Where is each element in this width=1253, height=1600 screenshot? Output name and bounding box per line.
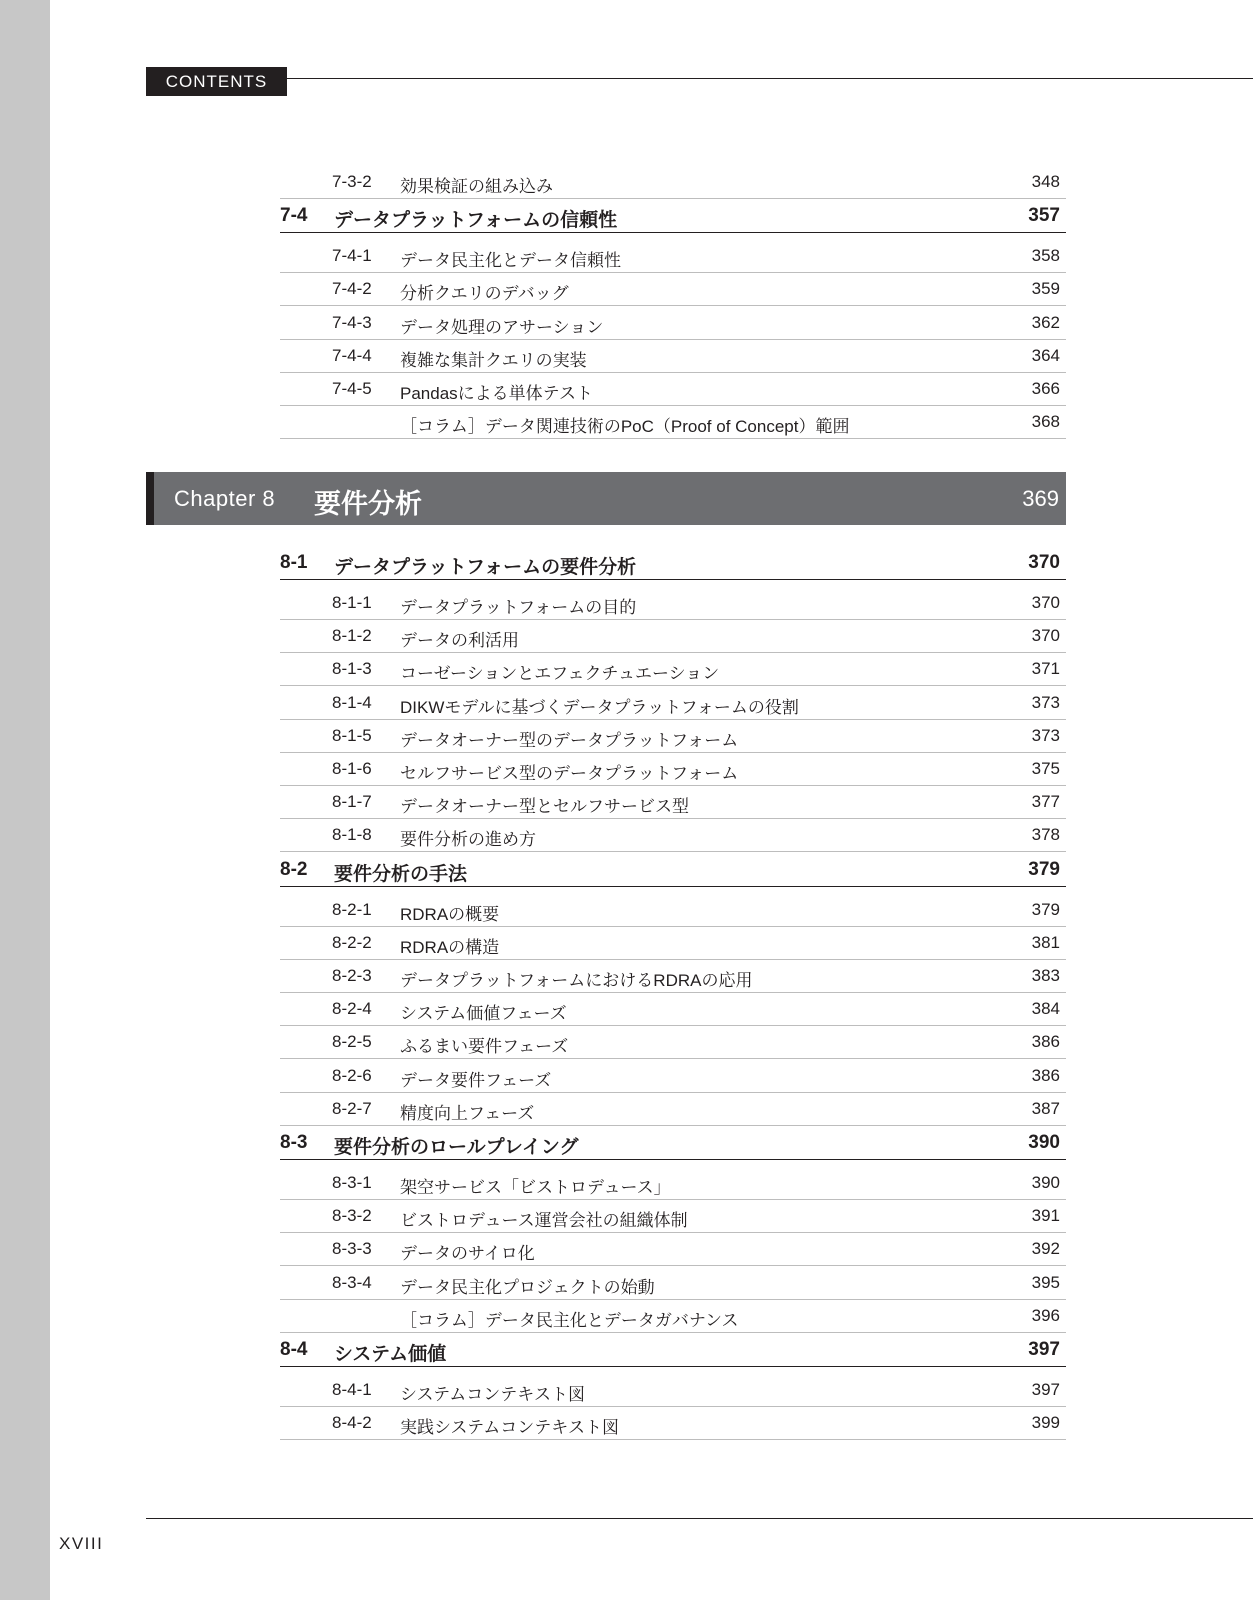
entry-number: 8-1-4 xyxy=(332,692,372,712)
entry-page: 357 xyxy=(1028,205,1060,227)
toc-subsection-entry[interactable] xyxy=(280,406,1066,439)
entry-title: データのサイロ化 xyxy=(400,1244,535,1264)
entry-title: システム価値 xyxy=(334,1344,447,1365)
entry-page: 381 xyxy=(1031,932,1060,952)
entry-number: 7-4 xyxy=(280,205,308,227)
entry-page: 384 xyxy=(1031,999,1060,1019)
entry-page: 390 xyxy=(1031,1173,1060,1192)
chapter-page-number: 369 xyxy=(1022,486,1059,511)
toc-subsection-entry[interactable] xyxy=(280,240,1066,273)
entry-page: 366 xyxy=(1031,379,1060,398)
toc-section-entry[interactable] xyxy=(280,853,1066,887)
entry-title: ［コラム］データ関連技術のPoC（Proof of Concept）範囲 xyxy=(400,417,850,437)
page-folio: XVIII xyxy=(59,1534,104,1553)
entry-page: 375 xyxy=(1031,759,1060,778)
entry-number: 8-1-6 xyxy=(332,759,372,778)
toc-subsection-entry[interactable] xyxy=(280,166,1066,199)
chapter-heading-bar[interactable] xyxy=(146,472,1066,525)
entry-page: 368 xyxy=(1031,412,1060,432)
entry-number: 8-1-1 xyxy=(332,593,372,612)
entry-title: データ民主化とデータ信頼性 xyxy=(400,251,621,271)
entry-page: 373 xyxy=(1031,725,1060,745)
entry-title: データプラットフォームの目的 xyxy=(400,598,637,617)
entry-number: 8-4 xyxy=(280,1339,308,1360)
entry-title: システム価値フェーズ xyxy=(400,1004,567,1024)
entry-number: 7-4-3 xyxy=(332,312,372,332)
entry-page: 378 xyxy=(1031,825,1060,845)
entry-title: DIKWモデルに基づくデータプラットフォームの役割 xyxy=(400,697,799,717)
entry-page: 371 xyxy=(1031,659,1060,679)
toc-subsection-entry[interactable] xyxy=(280,1060,1066,1093)
entry-number: 7-4-1 xyxy=(332,246,372,266)
entry-page: 397 xyxy=(1031,1380,1060,1399)
entry-page: 386 xyxy=(1031,1065,1060,1085)
entry-title: ビストロデュース運営会社の組織体制 xyxy=(400,1211,688,1231)
entry-title: データオーナー型のデータプラットフォーム xyxy=(400,730,739,750)
entry-number: 8-2-2 xyxy=(332,932,372,952)
toc-section-entry[interactable] xyxy=(280,1333,1066,1367)
toc-subsection-entry[interactable] xyxy=(280,1200,1066,1233)
entry-page: 392 xyxy=(1031,1239,1060,1259)
toc-section-entry[interactable] xyxy=(280,199,1066,233)
toc-subsection-entry[interactable] xyxy=(280,894,1066,927)
entry-title: RDRAの概要 xyxy=(400,904,500,924)
entry-number: 8-3-3 xyxy=(332,1239,372,1259)
entry-title: セルフサービス型のデータプラットフォーム xyxy=(400,764,739,783)
entry-title: データオーナー型とセルフサービス型 xyxy=(400,797,689,817)
toc-subsection-entry[interactable] xyxy=(280,960,1066,993)
entry-title: 架空サービス「ビストロデュース」 xyxy=(400,1178,671,1197)
entry-page: 387 xyxy=(1031,1098,1060,1118)
footer-rule xyxy=(146,1518,1253,1519)
entry-title: システムコンテキスト図 xyxy=(400,1385,585,1404)
entry-title: 要件分析の進め方 xyxy=(400,830,536,850)
entry-number: 8-1-8 xyxy=(332,825,372,845)
toc-subsection-entry[interactable] xyxy=(280,1267,1066,1300)
toc-subsection-entry[interactable] xyxy=(280,653,1066,686)
entry-page: 359 xyxy=(1031,279,1060,299)
toc-subsection-entry[interactable] xyxy=(280,819,1066,852)
toc-subsection-entry[interactable] xyxy=(280,1233,1066,1266)
toc-subsection-entry[interactable] xyxy=(280,1374,1066,1407)
entry-title: 実践システムコンテキスト図 xyxy=(400,1418,619,1438)
entry-title: コーゼーションとエフェクチュエーション xyxy=(400,664,720,684)
entry-title: 要件分析のロールプレイング xyxy=(334,1137,579,1158)
entry-number: 8-2-3 xyxy=(332,966,372,985)
entry-number: 8-1-7 xyxy=(332,792,372,812)
entry-page: 391 xyxy=(1031,1206,1060,1226)
entry-title: 複雑な集計クエリの実装 xyxy=(400,350,587,370)
toc-subsection-entry[interactable] xyxy=(280,786,1066,819)
entry-number: 7-4-5 xyxy=(332,379,372,398)
entry-title: 効果検証の組み込み xyxy=(400,177,553,196)
entry-title: データプラットフォームの要件分析 xyxy=(334,557,637,578)
toc-subsection-entry[interactable] xyxy=(280,720,1066,753)
toc-subsection-entry[interactable] xyxy=(280,1300,1066,1333)
entry-page: 373 xyxy=(1031,692,1060,712)
toc-subsection-entry[interactable] xyxy=(280,373,1066,406)
toc-section-entry[interactable] xyxy=(280,1126,1066,1160)
toc-subsection-entry[interactable] xyxy=(280,1093,1066,1126)
toc-subsection-entry[interactable] xyxy=(280,273,1066,306)
entry-number: 7-3-2 xyxy=(332,172,372,191)
entry-title: Pandasによる単体テスト xyxy=(400,384,593,403)
entry-number: 8-4-1 xyxy=(332,1380,372,1399)
entry-title: データ要件フェーズ xyxy=(400,1070,552,1090)
entry-page: 370 xyxy=(1031,626,1060,646)
entry-page: 377 xyxy=(1031,792,1060,812)
chapter-label: Chapter 8 xyxy=(174,486,276,511)
entry-page: 399 xyxy=(1031,1413,1060,1433)
entry-title: データの利活用 xyxy=(400,631,519,651)
entry-title: データプラットフォームの信頼性 xyxy=(334,210,618,232)
entry-number: 8-2-5 xyxy=(332,1032,372,1052)
toc-subsection-entry[interactable] xyxy=(280,307,1066,340)
entry-number: 8-2-6 xyxy=(332,1065,372,1085)
entry-number: 8-1-5 xyxy=(332,725,372,745)
toc-section-entry[interactable] xyxy=(280,546,1066,580)
entry-page: 390 xyxy=(1028,1132,1060,1153)
entry-title: データプラットフォームにおけるRDRAの応用 xyxy=(400,971,753,990)
toc-subsection-entry[interactable] xyxy=(280,753,1066,786)
entry-number: 8-2 xyxy=(280,858,308,880)
entry-page: 362 xyxy=(1031,312,1060,332)
entry-page: 386 xyxy=(1031,1032,1060,1052)
entry-page: 370 xyxy=(1028,552,1060,573)
entry-number: 8-2-1 xyxy=(332,899,372,919)
entry-title: 要件分析の手法 xyxy=(334,863,468,885)
entry-page: 397 xyxy=(1028,1339,1060,1360)
entry-page: 364 xyxy=(1031,345,1060,365)
entry-title: RDRAの構造 xyxy=(400,937,500,957)
entry-number: 8-1-3 xyxy=(332,659,372,679)
entry-number: 8-3 xyxy=(280,1132,308,1153)
page-margin-strip xyxy=(0,0,50,1600)
entry-number: 8-2-4 xyxy=(332,999,372,1019)
entry-title: ふるまい要件フェーズ xyxy=(400,1037,569,1057)
toc-subsection-entry[interactable] xyxy=(280,993,1066,1026)
toc-subsection-entry[interactable] xyxy=(280,687,1066,720)
header-rule xyxy=(287,78,1253,79)
entry-page: 348 xyxy=(1031,172,1060,191)
entry-number: 8-3-2 xyxy=(332,1206,372,1226)
entry-number: 8-1 xyxy=(280,552,308,573)
entry-page: 383 xyxy=(1031,966,1060,985)
entry-page: 370 xyxy=(1031,593,1060,612)
entry-page: 379 xyxy=(1031,899,1060,919)
entry-title: データ処理のアサーション xyxy=(400,317,604,337)
entry-page: 379 xyxy=(1028,858,1060,880)
entry-number: 7-4-4 xyxy=(332,345,372,365)
entry-number: 8-3-4 xyxy=(332,1272,372,1292)
toc-subsection-entry[interactable] xyxy=(280,1407,1066,1440)
entry-title: 分析クエリのデバッグ xyxy=(400,284,569,304)
entry-title: 精度向上フェーズ xyxy=(400,1103,535,1123)
entry-title: ［コラム］データ民主化とデータガバナンス xyxy=(400,1310,739,1330)
chapter-title: 要件分析 xyxy=(314,489,422,519)
entry-number: 8-1-2 xyxy=(332,626,372,646)
toc-subsection-entry[interactable] xyxy=(280,587,1066,620)
entry-page: 396 xyxy=(1031,1305,1060,1325)
entry-number: 8-2-7 xyxy=(332,1098,372,1118)
toc-subsection-entry[interactable] xyxy=(280,340,1066,373)
entry-page: 358 xyxy=(1031,246,1060,266)
toc-subsection-entry[interactable] xyxy=(280,927,1066,960)
entry-page: 395 xyxy=(1031,1272,1060,1292)
entry-number: 8-3-1 xyxy=(332,1173,372,1192)
toc-subsection-entry[interactable] xyxy=(280,1167,1066,1200)
contents-header-tag: CONTENTS xyxy=(146,67,287,96)
entry-title: データ民主化プロジェクトの始動 xyxy=(400,1277,655,1297)
toc-subsection-entry[interactable] xyxy=(280,1026,1066,1059)
toc-subsection-entry[interactable] xyxy=(280,620,1066,653)
entry-number: 7-4-2 xyxy=(332,279,372,299)
entry-number: 8-4-2 xyxy=(332,1413,372,1433)
